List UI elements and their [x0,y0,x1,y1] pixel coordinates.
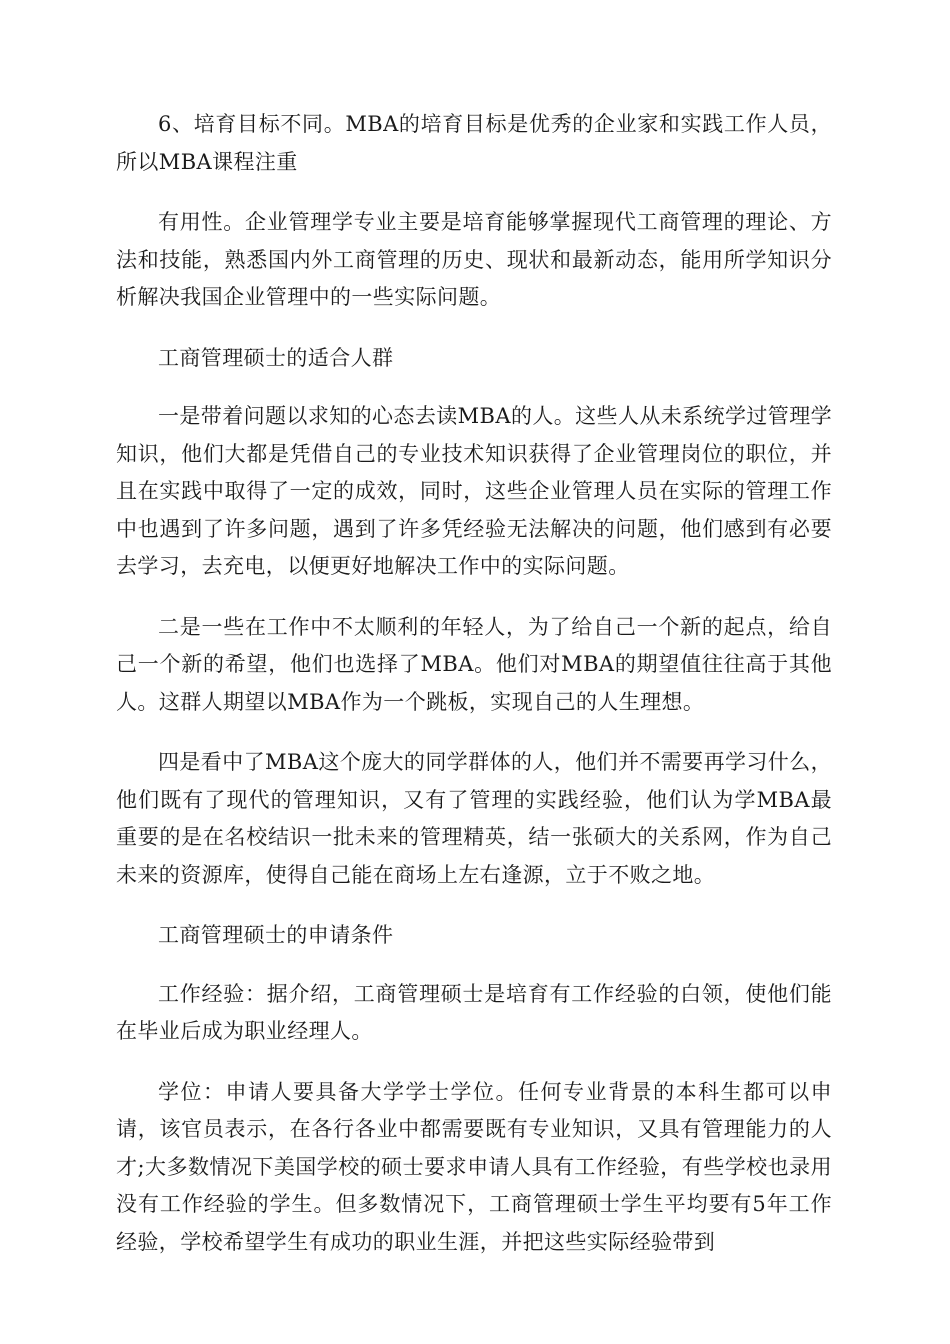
paragraph-group-four: 四是看中了MBA这个庞大的同学群体的人，他们并不需要再学习什么，他们既有了现代的管理知识，又有了管理的实践经验，他们认为学MBA最重要的是在名校结识一批未来的管理精英，结一张硕大的关系网，作为自己未来的资源库，使得自己能在商场上左右逢源，立于不败之地。 [116,750,832,887]
paragraph-work-experience: 工作经验：据介绍，工商管理硕士是培育有工作经验的白领，使他们能在毕业后成为职业经理人。 [116,981,832,1043]
paragraph-usefulness: 有用性。企业管理学专业主要是培育能够掌握现代工商管理的理论、方法和技能，熟悉国内外工商管理的历史、现状和最新动态，能用所学知识分析解决我国企业管理中的一些实际问题。 [116,210,832,309]
paragraph-group-two: 二是一些在工作中不太顺利的年轻人，为了给自己一个新的起点，给自己一个新的希望，他们也选择了MBA。他们对MBA的期望值往往高于其他人。这群人期望以MBA作为一个跳板，实现自己的人生理想。 [116,614,832,714]
paragraph-training-goals: 6、培育目标不同。MBA的培育目标是优秀的企业家和实践工作人员，所以MBA课程注重 [116,112,832,174]
section-heading-application-requirements: 工商管理硕士的申请条件 [158,923,394,947]
paragraph-degree: 学位：申请人要具备大学学士学位。任何专业背景的本科生都可以申请，该官员表示，在各行各业中都需要既有专业知识，又具有管理能力的人才;大多数情况下美国学校的硕士要求申请人具有工作经验，有些学校也录用没有工作经验的学生。但多数情况下，工商管理硕士学生平均要有5年工作经验，学校希望学生有成功的职业生涯，并把这些实际经验带到 [116,1079,832,1254]
document-body [116,106,832,1284]
section-heading-suitable-people: 工商管理硕士的适合人群 [158,345,394,370]
paragraph-group-one: 一是带着问题以求知的心态去读MBA的人。这些人从未系统学过管理学知识，他们大都是凭借自己的专业技术知识获得了企业管理岗位的职位，并且在实践中取得了一定的成效，同时，这些企业管理人员在实际的管理工作中也遇到了许多问题，遇到了许多凭经验无法解决的问题，他们感到有必要去学习，去充电，以便更好地解决工作中的实际问题。 [116,404,832,578]
